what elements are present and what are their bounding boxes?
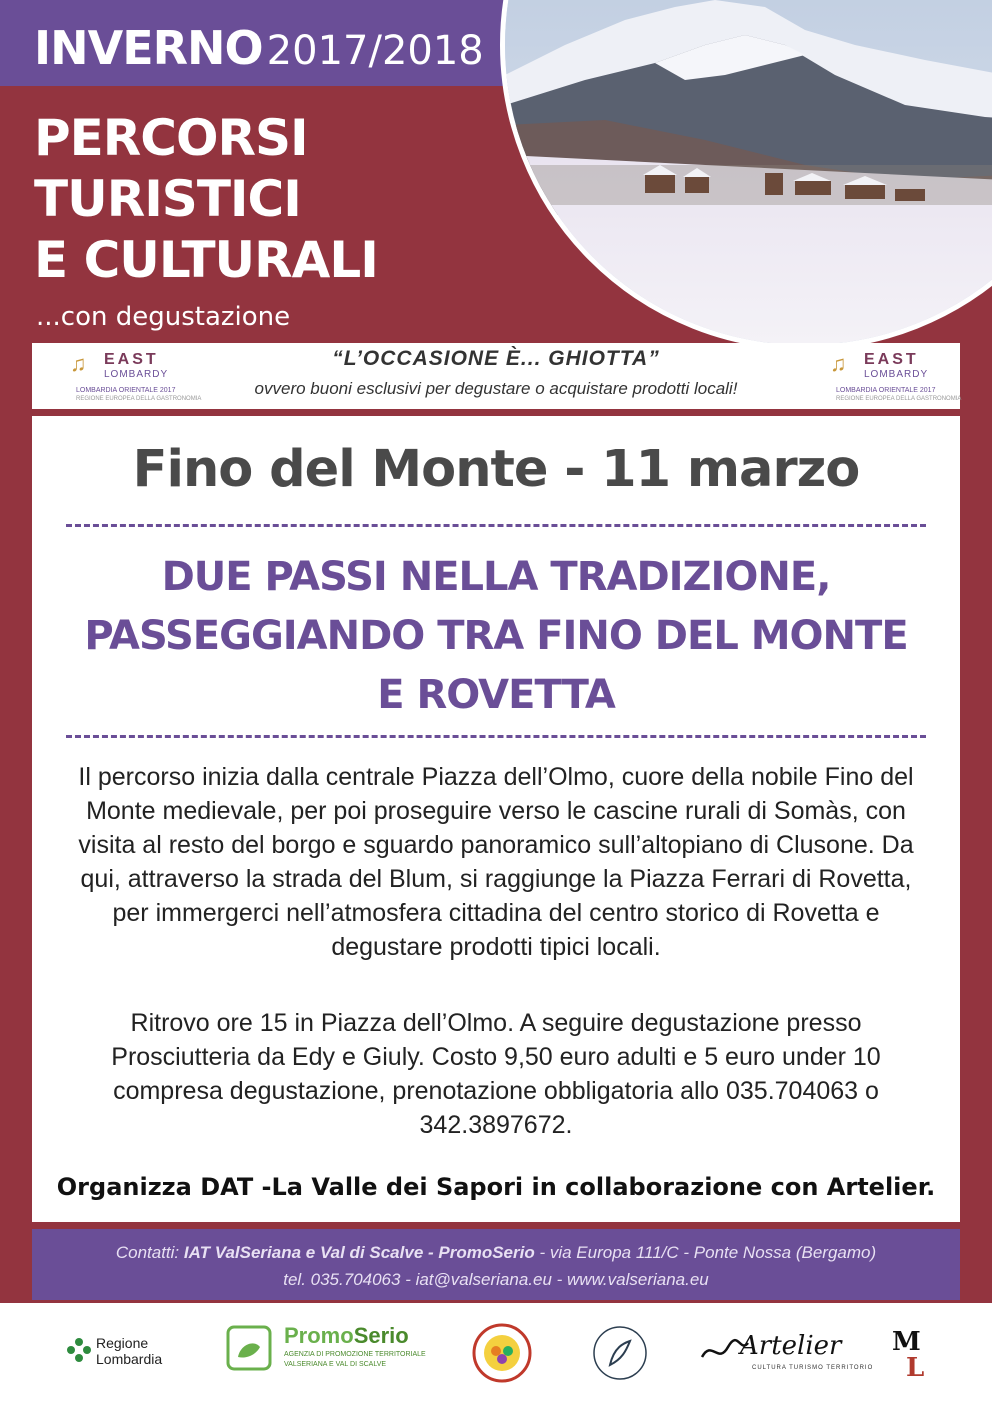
regione-lombardia-logo [60, 1321, 180, 1385]
logo-line2: REGIONE EUROPEA DELLA GASTRONOMIA [76, 396, 202, 402]
logo-lombardy: LOMBARDY [104, 369, 169, 380]
dashed-divider [66, 735, 926, 738]
title-line: TURISTICI [34, 170, 301, 228]
serio-part: Serio [353, 1323, 409, 1348]
contacts-org: IAT ValSeriana e Val di Scalve - PromoSerio [183, 1243, 535, 1262]
event-subtitle [0, 548, 992, 725]
season-years: 2017/2018 [266, 28, 484, 74]
logo-line1: LOMBARDIA ORIENTALE 2017 [836, 387, 936, 394]
rosa-camuna-icon [64, 1335, 94, 1365]
poster-title [34, 108, 378, 291]
subtitle-line: E ROVETTA [377, 672, 615, 718]
consorzio-icon [588, 1321, 652, 1385]
logo-line1: LOMBARDIA ORIENTALE 2017 [76, 387, 176, 394]
sponsor-logos [0, 1303, 992, 1403]
consorzio-logo [588, 1321, 658, 1385]
promo-part: Promo [284, 1323, 354, 1348]
occasion-ribbon [32, 343, 960, 409]
ml-bottom: L [906, 1353, 925, 1383]
contacts-line2: tel. 035.704063 - iat@valseriana.eu - www.valseriana.eu [283, 1270, 709, 1289]
subtitle-line: PASSEGGIANDO TRA FINO DEL MONTE [84, 613, 908, 659]
logo-east: EAST [104, 351, 159, 368]
contacts-label: Contatti: [115, 1243, 180, 1262]
distretto-commercio-icon [470, 1321, 534, 1385]
title-line: E CULTURALI [34, 231, 378, 289]
ribbon-headline: “L’OCCASIONE È... GHIOTTA” [332, 347, 660, 370]
contacts-address: - via Europa 111/C - Ponte Nossa (Bergamo) [534, 1243, 877, 1262]
cutlery-glass-icon: ♫ [70, 351, 87, 376]
dashed-divider [66, 524, 926, 527]
season-heading [34, 22, 484, 77]
artelier-logo [700, 1321, 874, 1385]
event-meeting-info: Ritrovo ore 15 in Piazza dell’Olmo. A seguire degustazione presso Prosciutteria da Edy e Giuly. Costo 9,50 euro adulti e 5 euro under 10 compresa degustazione, prenotazione obbligatoria allo 035.704063 o 342.3897672. [111, 1009, 881, 1139]
east-lombardy-logo [822, 349, 962, 405]
event-organizer: Organizza DAT -La Valle dei Sapori in collaborazione con Artelier. [56, 1173, 936, 1201]
regione-line1: Regione [96, 1335, 149, 1351]
promoserio-logo [226, 1321, 426, 1385]
season-label: INVERNO [34, 21, 263, 75]
event-description: Il percorso inizia dalla centrale Piazza dell’Olmo, cuore della nobile Fino del Monte medievale, per poi proseguire verso le cascine rurali di Somàs, con visita al resto del borgo e sguardo panoramico sull’altopiano di Clusone. Da qui, attraverso la strada del Blum, si raggiunge la Piazza Ferrari di Rovetta, per immergerci nell’atmosfera cittadina del centro storico di Rovetta e degustare prodotti tipici locali. [78, 763, 914, 961]
promoserio-tag1: AGENZIA DI PROMOZIONE TERRITORIALE [284, 1351, 426, 1358]
logo-line2: REGIONE EUROPEA DELLA GASTRONOMIA [836, 396, 962, 402]
ml-top: M [892, 1327, 921, 1357]
promoserio-name [284, 1323, 409, 1349]
promoserio-tag2: VALSERIANA E VAL DI SCALVE [284, 1361, 387, 1368]
poster-subtitle: ...con degustazione [36, 302, 291, 332]
ribbon-tagline: ovvero buoni esclusivi per degustare o acquistare prodotti locali! [254, 379, 738, 398]
logo-east: EAST [864, 351, 919, 368]
cutlery-glass-icon: ♫ [830, 351, 847, 376]
subtitle-line: DUE PASSI NELLA TRADIZIONE, [161, 554, 831, 600]
ml-club-logo [886, 1321, 932, 1385]
title-line: PERCORSI [34, 109, 308, 167]
contacts-bar [32, 1229, 960, 1300]
distretto-commercio-logo [470, 1321, 540, 1385]
contacts-line1 [32, 1243, 960, 1263]
promoserio-icon [226, 1325, 272, 1371]
artelier-tag: CULTURA TURISMO TERRITORIO [752, 1365, 874, 1371]
winter-landscape-photo [500, 0, 992, 350]
regione-line2: Lombardia [96, 1351, 163, 1367]
event-title: Fino del Monte - 11 marzo [132, 440, 860, 499]
artelier-name: Artelier [740, 1331, 842, 1361]
logo-lombardy: LOMBARDY [864, 369, 929, 380]
